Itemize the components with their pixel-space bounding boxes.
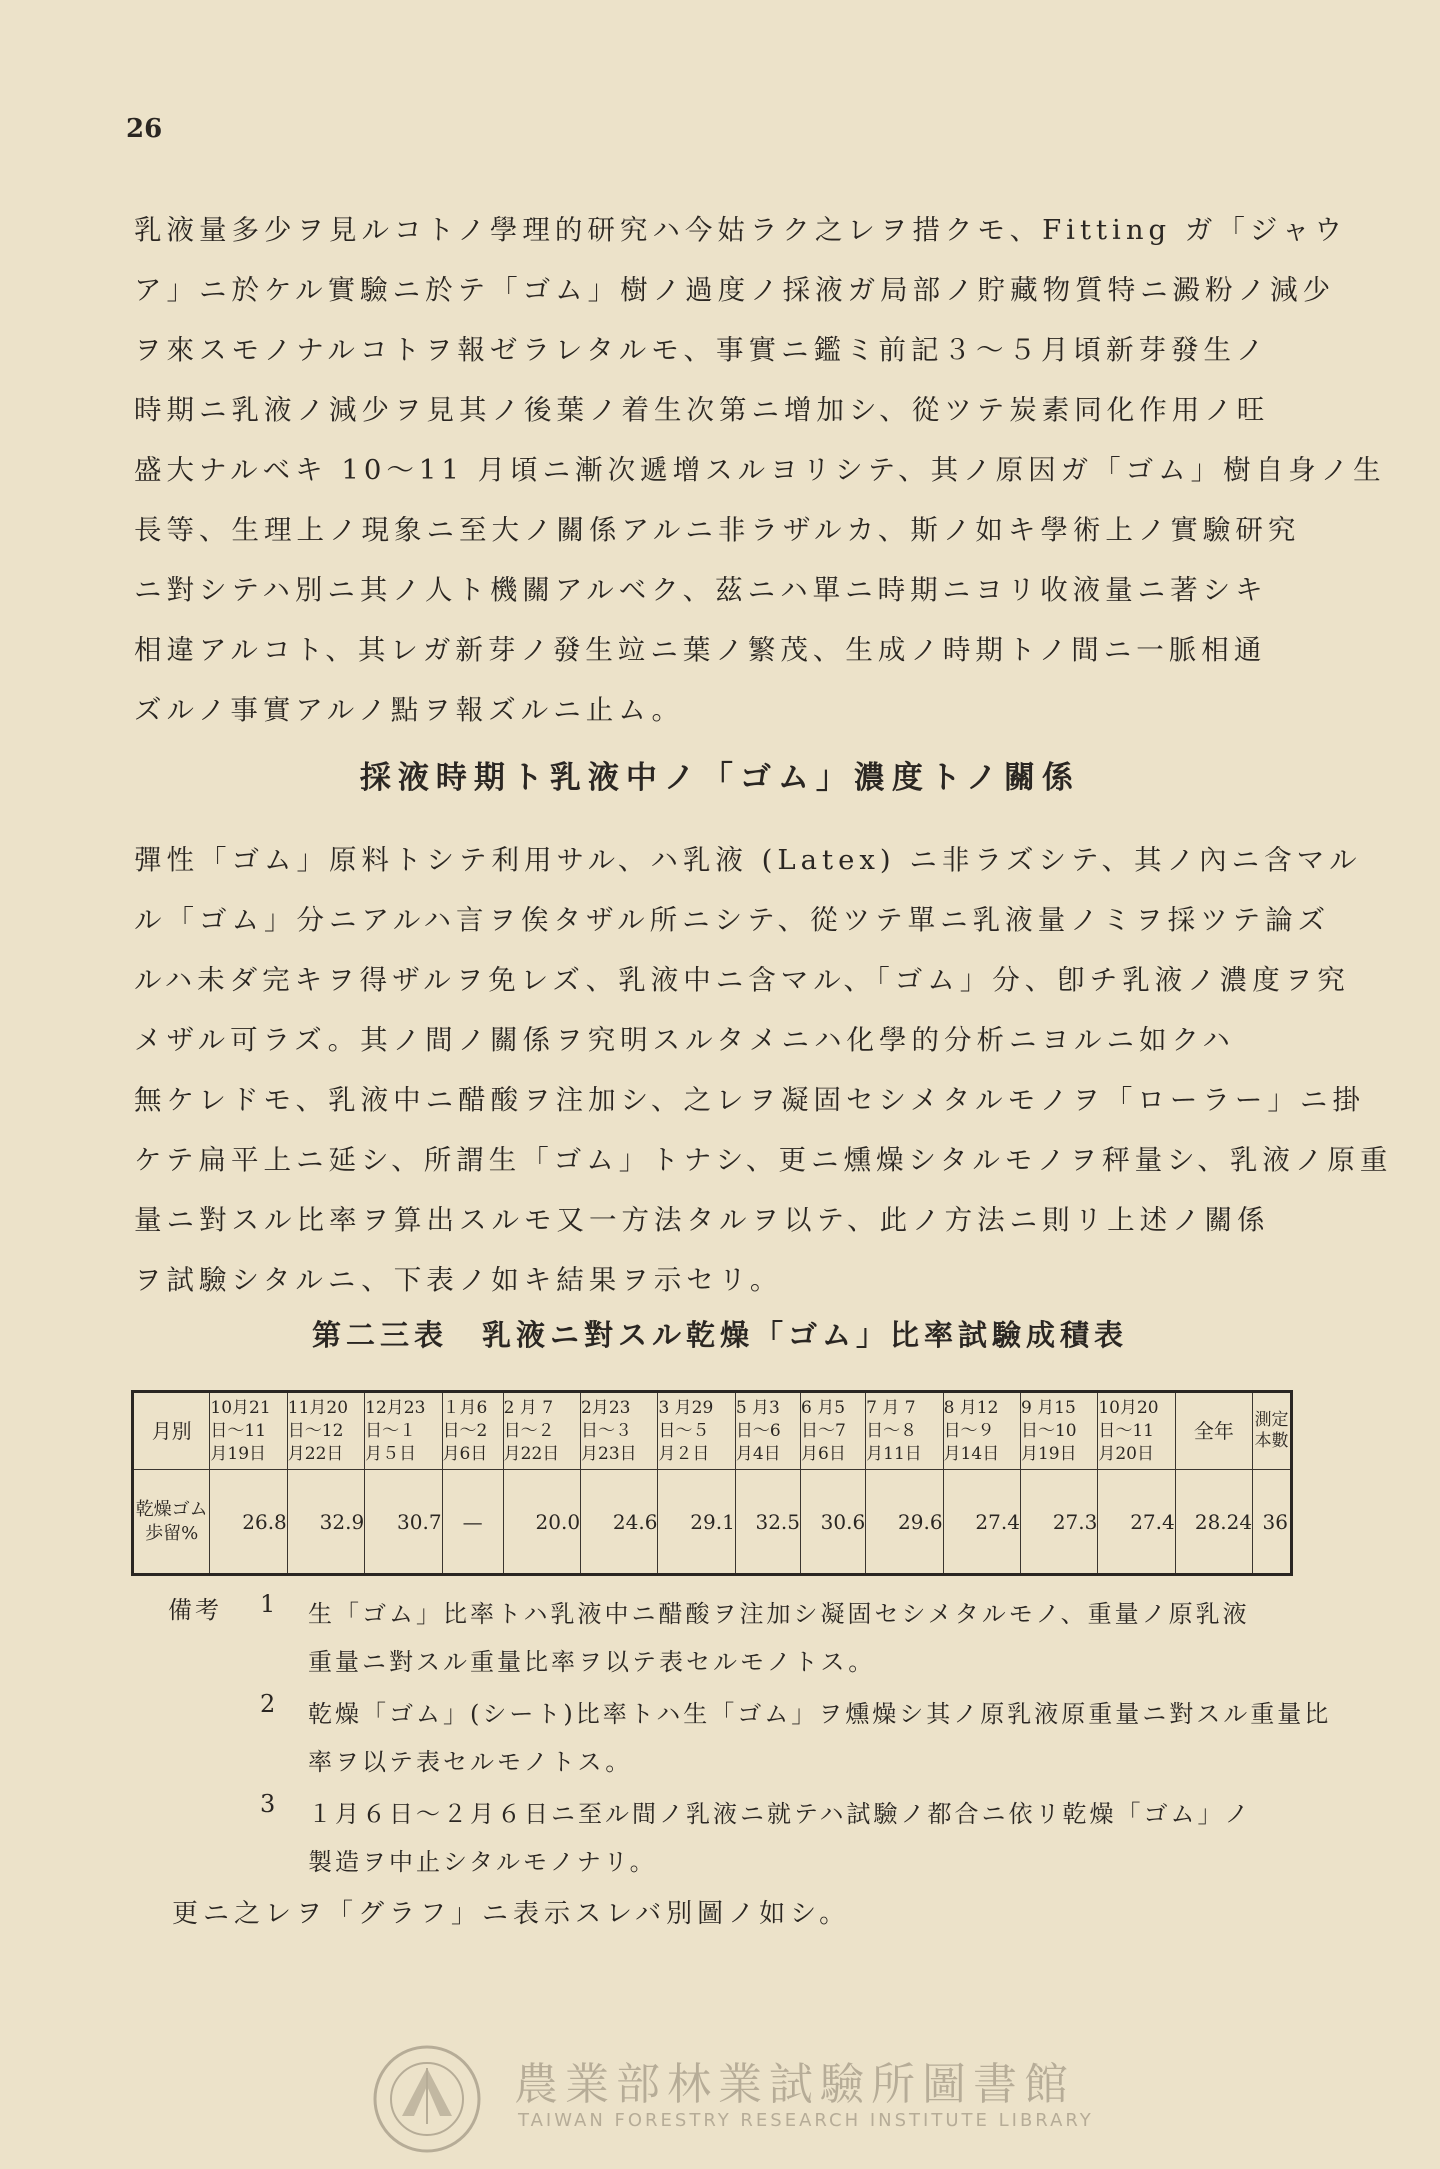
note-line: 製造ヲ中止シタルモノナリ。: [308, 1848, 657, 1876]
full-year-header: 全年: [1175, 1392, 1252, 1470]
library-english-name: TAIWAN FORESTRY RESEARCH INSTITUTE LIBRARY: [518, 2110, 1094, 2131]
note-text: [308, 1690, 1332, 1786]
paragraph-latex-yield: [134, 200, 1386, 740]
paragraph-line: 盛大ナルベキ 10〜11 月頃ニ漸次遞增スルヨリシテ、其ノ原因ガ「ゴム」樹自身ノ生: [134, 454, 1386, 486]
month-header: 月別: [133, 1392, 210, 1470]
paragraph-line: ケテ扁平上ニ延シ、所謂生「ゴム」トナシ、更ニ燻燥シタルモノヲ秤量シ、乳液ノ原重: [134, 1144, 1393, 1176]
paragraph-line: 時期ニ乳液ノ減少ヲ見其ノ後葉ノ着生次第ニ增加シ、從ツテ炭素同化作用ノ旺: [134, 394, 1270, 426]
table-cell: 27.4: [943, 1470, 1020, 1575]
note-text: [308, 1590, 1308, 1686]
table-data-row: [133, 1470, 1292, 1575]
table-notes: [168, 1590, 1332, 1890]
period-header: 5 月3 日〜6 月4日: [735, 1392, 800, 1470]
paragraph-line: ズルノ事實アルノ點ヲ報ズルニ止ム。: [134, 694, 685, 726]
note-text: [308, 1790, 1308, 1886]
table-cell: 30.7: [365, 1470, 442, 1575]
paragraph-line: 乳液量多少ヲ見ルコトノ學理的研究ハ今姑ラク之レヲ措クモ、Fitting ガ「ジャウ: [134, 214, 1347, 246]
table-cell: 27.4: [1098, 1470, 1175, 1575]
table-cell: 29.6: [866, 1470, 943, 1575]
notes-label: 備考: [168, 1596, 222, 1624]
period-header: 10月21 日〜11 月19日: [210, 1392, 287, 1470]
period-header: 12月23 日〜１ 月５日: [365, 1392, 442, 1470]
period-header: 3 月29 日〜５ 月２日: [658, 1392, 735, 1470]
period-header: 2月23 日〜３ 月23日: [581, 1392, 658, 1470]
paragraph-rubber-concentration: [134, 830, 1393, 1310]
note-number: 2: [260, 1690, 279, 1718]
section-heading: 採液時期ト乳液中ノ「ゴム」濃度トノ關係: [359, 760, 1081, 796]
period-header: １月6 日〜2 月6日: [442, 1392, 503, 1470]
paragraph-line: 長等、生理上ノ現象ニ至大ノ關係アルニ非ラザルカ、斯ノ如キ學術上ノ實驗研究: [134, 514, 1301, 546]
period-header: 9 月15 日〜10 月19日: [1020, 1392, 1097, 1470]
page-number: 26: [126, 114, 163, 144]
library-name: 農業部林業試驗所圖書館: [514, 2059, 1075, 2110]
note-number: 1: [260, 1590, 279, 1618]
paragraph-line: 無ケレドモ、乳液中ニ醋酸ヲ注加シ、之レヲ凝固セシメタルモノヲ「ローラー」ニ掛: [134, 1084, 1365, 1116]
period-header: 8 月12 日〜９ 月14日: [943, 1392, 1020, 1470]
note-number: 3: [260, 1790, 279, 1818]
row-label: 乾燥ゴム歩留%: [133, 1470, 210, 1575]
table-header-row: [133, 1392, 1292, 1470]
period-header: 6 月5 日〜7 月6日: [801, 1392, 866, 1470]
table-cell: 32.5: [735, 1470, 800, 1575]
note-item: [168, 1690, 1332, 1790]
paragraph-line: 相違アルコト、其レガ新芽ノ發生竝ニ葉ノ繁茂、生成ノ時期トノ間ニ一脈相通: [134, 634, 1267, 666]
note-line: 生「ゴム」比率トハ乳液中ニ醋酸ヲ注加シ凝固セシメタルモノ、重量ノ原乳液: [308, 1600, 1250, 1628]
library-seal-icon: [372, 2044, 482, 2154]
period-header: 7 月 7 日〜８ 月11日: [866, 1392, 943, 1470]
table-cell: 24.6: [581, 1470, 658, 1575]
paragraph-line: ア」ニ於ケル實驗ニ於テ「ゴム」樹ノ過度ノ採液ガ局部ノ貯藏物質特ニ澱粉ノ減少: [134, 274, 1336, 306]
note-line: 重量ニ對スル重量比率ヲ以テ表セルモノトス。: [308, 1648, 876, 1676]
paragraph-line: メザル可ラズ。其ノ間ノ關係ヲ究明スルタメニハ化學的分析ニヨルニ如クハ: [134, 1024, 1235, 1056]
closing-sentence: 更ニ之レヲ「グラフ」ニ表示スレバ別圖ノ如シ。: [172, 1899, 851, 1929]
full-year-value: 28.24: [1175, 1470, 1252, 1575]
paragraph-line: ルハ未ダ完キヲ得ザルヲ免レズ、乳液中ニ含マル、「ゴム」分、卽チ乳液ノ濃度ヲ究: [134, 964, 1350, 996]
count-header: 測定本數: [1253, 1392, 1292, 1470]
note-item: [168, 1590, 1308, 1690]
table-cell: 20.0: [503, 1470, 580, 1575]
paragraph-line: ニ對シテハ別ニ其ノ人ト機關アルベク、茲ニハ單ニ時期ニヨリ收液量ニ著シキ: [134, 574, 1268, 606]
paragraph-line: ヲ來スモノナルコトヲ報ゼラレタルモ、事實ニ鑑ミ前記３〜５月頃新芽發生ノ: [134, 334, 1269, 366]
paragraph-line: 量ニ對スル比率ヲ算出スルモ又一方法タルヲ以テ、此ノ方法ニ則リ上述ノ關係: [134, 1204, 1270, 1236]
paragraph-line: 彈性「ゴム」原料トシテ利用サル、ハ乳液 (Latex) ニ非ラズシテ、其ノ內ニ含マル: [134, 844, 1362, 876]
note-line: 率ヲ以テ表セルモノトス。: [308, 1748, 633, 1776]
dry-rubber-ratio-table: [131, 1390, 1293, 1576]
table-title: 第二三表 乳液ニ對スル乾燥「ゴム」比率試驗成積表: [311, 1318, 1128, 1352]
table-cell: 30.6: [801, 1470, 866, 1575]
count-value: 36: [1253, 1470, 1292, 1575]
note-line: １月６日〜２月６日ニ至ル間ノ乳液ニ就テハ試驗ノ都合ニ依リ乾燥「ゴム」ノ: [308, 1800, 1252, 1828]
table-cell: 32.9: [287, 1470, 364, 1575]
period-header: 11月20 日〜12 月22日: [287, 1392, 364, 1470]
paragraph-line: ヲ試驗シタルニ、下表ノ如キ結果ヲ示セリ。: [134, 1264, 783, 1296]
note-item: [168, 1790, 1308, 1890]
paragraph-line: ル「ゴム」分ニアルハ言ヲ俟タザル所ニシテ、從ツテ單ニ乳液量ノミヲ採ツテ論ズ: [134, 904, 1331, 936]
table-cell: 29.1: [658, 1470, 735, 1575]
table-cell: 27.3: [1020, 1470, 1097, 1575]
note-line: 乾燥「ゴム」(シート)比率トハ生「ゴム」ヲ燻燥シ其ノ原乳液原重量ニ對スル重量比: [308, 1700, 1332, 1728]
period-header: 10月20 日〜11 月20日: [1098, 1392, 1175, 1470]
period-header: 2 月 7 日〜２ 月22日: [503, 1392, 580, 1470]
table-cell: —: [442, 1470, 503, 1575]
library-watermark: [372, 2040, 1172, 2160]
table-cell: 26.8: [210, 1470, 287, 1575]
